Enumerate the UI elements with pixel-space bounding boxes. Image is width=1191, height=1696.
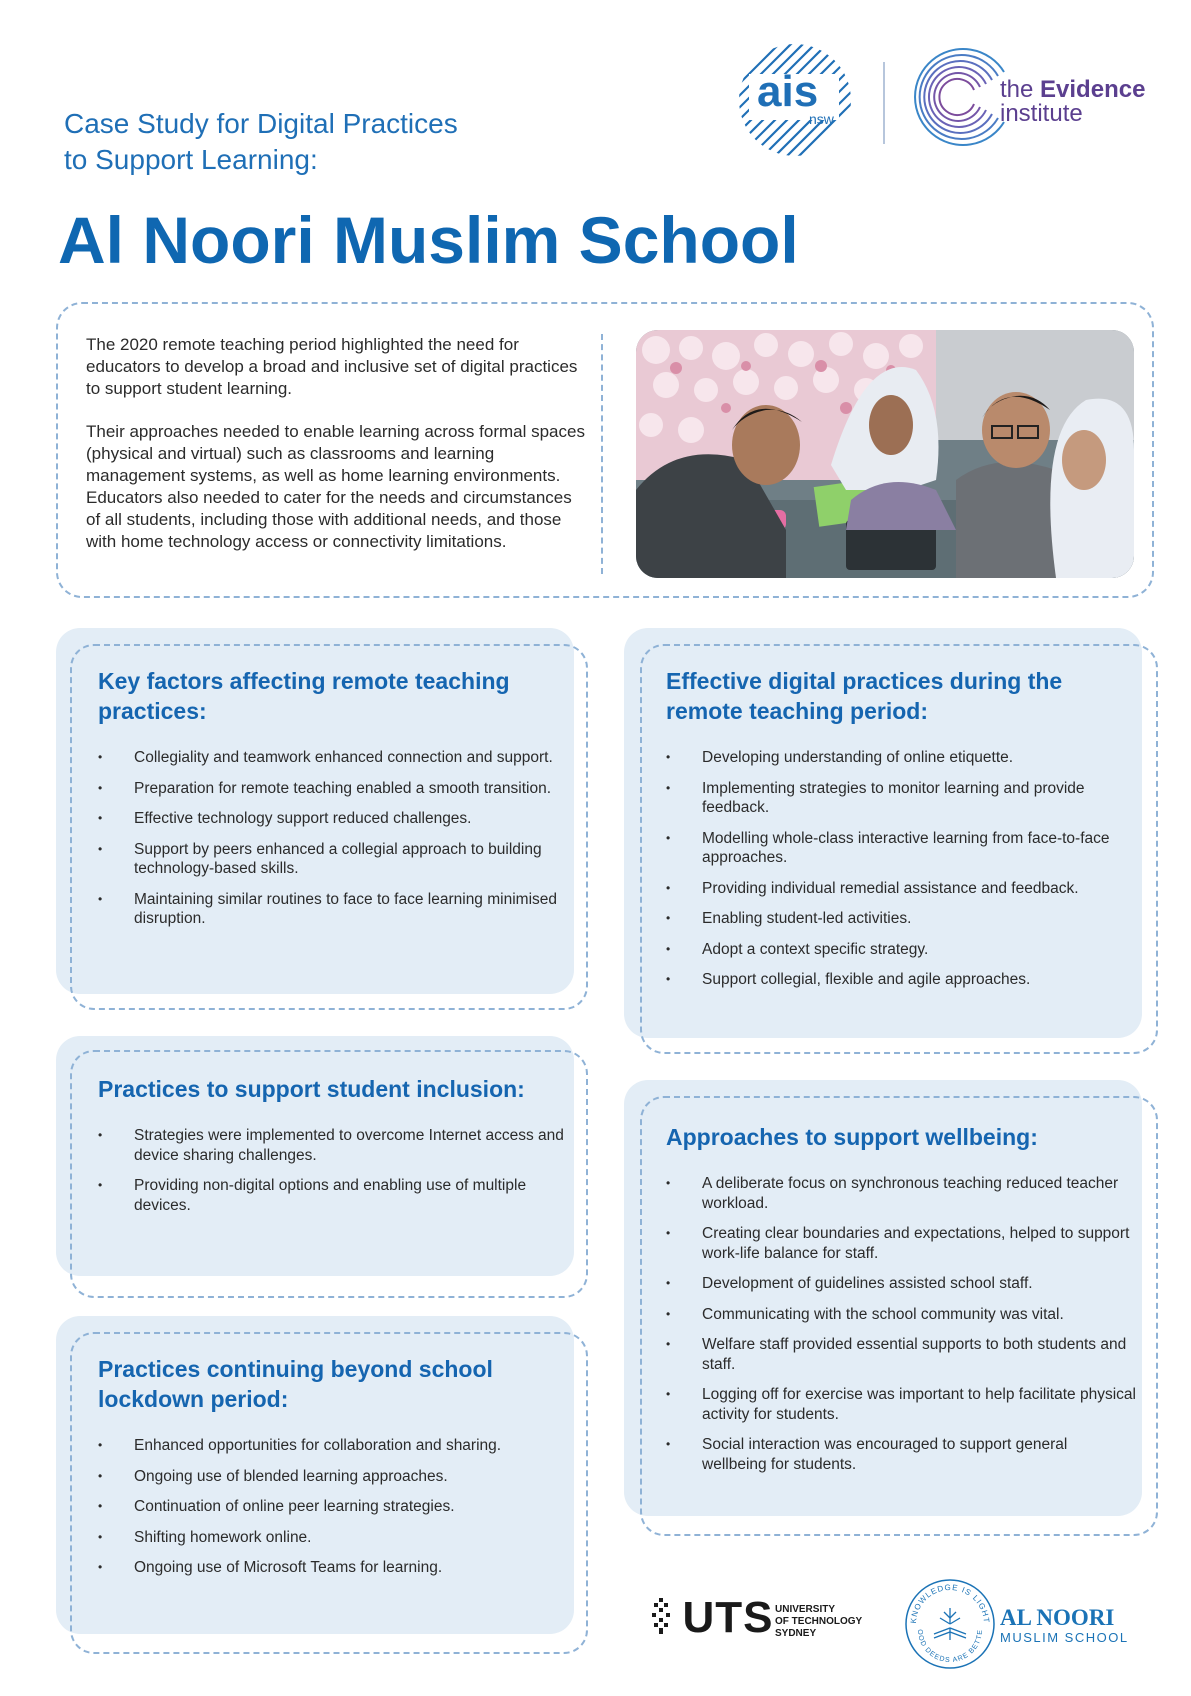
bullet-icon: • — [98, 780, 103, 795]
inclusion-title: Practices to support student inclusion: — [98, 1076, 525, 1102]
bullet-icon: • — [666, 780, 671, 795]
list-item — [98, 779, 568, 799]
bullet-icon: • — [666, 1276, 671, 1290]
list-item — [98, 1528, 568, 1548]
list-item-text: A deliberate focus on synchronous teaching reduced teacher workload. — [702, 1175, 1119, 1212]
list-item — [98, 809, 568, 829]
inclusion-list — [98, 1126, 568, 1215]
list-item-text: Adopt a context specific strategy. — [702, 940, 929, 958]
card-inclusion-content — [98, 1074, 568, 1226]
list-item-text: Creating clear boundaries and expectations, helped to support work-life balance for staff. — [702, 1225, 1130, 1262]
list-item — [666, 779, 1136, 818]
ais-nsw-label: nsw — [809, 111, 834, 127]
list-item — [98, 1176, 568, 1215]
al-noori-seal — [904, 1578, 996, 1670]
list-item-text: Social interaction was encouraged to support general wellbeing for students. — [702, 1436, 1068, 1473]
continuing-title: Practices continuing beyond school lockdown period: — [98, 1356, 493, 1412]
list-item-text: Maintaining similar routines to face to face learning minimised disruption. — [134, 890, 558, 927]
uts-sub-line-2: OF TECHNOLOGY — [775, 1616, 863, 1627]
bullet-icon: • — [98, 1438, 103, 1452]
bullet-icon: • — [666, 1437, 671, 1451]
list-item — [666, 909, 1136, 929]
list-item-text: Preparation for remote teaching enabled a smooth transition. — [134, 779, 552, 797]
list-item-text: Enabling student-led activities. — [702, 910, 912, 927]
logo-divider — [883, 62, 885, 144]
ais-wordmark: ais — [757, 67, 819, 116]
evidence-line-2: institute — [1000, 100, 1083, 127]
list-item — [666, 1305, 1136, 1325]
svg-text:GOOD DEEDS ARE BETTER: OOD DEEDS ARE BETTE — [915, 1628, 985, 1665]
uts-subtitle — [775, 1604, 862, 1640]
key-factors-title: Key factors affecting remote teaching practices: — [98, 668, 510, 724]
al-noori-subname: MUSLIM SCHOOL — [1000, 1630, 1129, 1645]
bullet-icon: • — [666, 972, 671, 986]
list-item-text: Ongoing use of blended learning approaches. — [134, 1467, 448, 1485]
list-item-text: Enhanced opportunities for collaboration and sharing. — [134, 1437, 502, 1454]
list-item — [666, 970, 1136, 990]
bullet-icon: • — [666, 1337, 671, 1351]
ais-nsw-logo — [735, 40, 855, 160]
list-item — [98, 1126, 568, 1165]
students-photo — [636, 330, 1134, 578]
al-noori-seal-icon — [904, 1578, 996, 1670]
bullet-icon: • — [666, 1306, 671, 1321]
bullet-icon: • — [98, 841, 103, 856]
bullet-icon: • — [98, 1560, 103, 1574]
evidence-line-1 — [1000, 78, 1145, 102]
intro-paragraph-2: Their approaches needed to enable learning across formal spaces (physical and virtual) such as classrooms and learning management systems, as well as home learning environments. Educators also needed to cater for the needs and circumstances of all students, including those with additional needs, and those with home technology access or connectivity limitations. — [86, 422, 585, 551]
page-title: Al Noori Muslim School — [58, 203, 799, 277]
uts-sub-line-1: UNIVERSITY — [775, 1604, 836, 1615]
card-key-factors-content — [98, 666, 568, 940]
list-item — [666, 1385, 1136, 1424]
list-item — [98, 840, 568, 879]
intro-divider — [601, 334, 603, 574]
list-item-text: Shifting homework online. — [134, 1528, 312, 1546]
al-noori-name: AL NOORI — [1000, 1605, 1115, 1630]
list-item-text: Collegiality and teamwork enhanced connection and support. — [134, 749, 553, 766]
evidence-institute-wordmark — [1000, 78, 1145, 126]
bullet-icon: • — [98, 891, 103, 906]
effective-practices-list — [666, 748, 1136, 990]
svg-text:KNOWLEDGE IS LIGHT: KNOWLEDGE IS LIGHT — [908, 1582, 992, 1624]
list-item — [666, 940, 1136, 960]
list-item-text: Providing non-digital options and enabling use of multiple devices. — [134, 1177, 527, 1214]
al-noori-wordmark — [1000, 1606, 1129, 1645]
uts-wordmark: UTS — [682, 1593, 774, 1642]
bullet-icon: • — [666, 750, 671, 764]
list-item — [666, 1224, 1136, 1263]
bullet-icon: • — [98, 1529, 103, 1544]
bullet-icon: • — [666, 880, 671, 895]
list-item — [98, 1467, 568, 1487]
list-item — [98, 1497, 568, 1517]
case-study-subtitle — [64, 106, 624, 178]
list-item — [666, 748, 1136, 768]
bullet-icon: • — [98, 1128, 103, 1142]
card-effective-practices-content — [666, 666, 1136, 1001]
bullet-icon: • — [666, 1387, 671, 1401]
list-item — [98, 1558, 568, 1578]
evidence-the: the — [1000, 76, 1041, 103]
list-item-text: Modelling whole-class interactive learning from face-to-face approaches. — [702, 829, 1110, 866]
bullet-icon: • — [666, 1226, 671, 1240]
bullet-icon: • — [98, 1499, 103, 1513]
list-item-text: Developing understanding of online etiquette. — [702, 749, 1014, 766]
subtitle-line-2: to Support Learning: — [64, 144, 318, 175]
list-item-text: Support by peers enhanced a collegial approach to building technology-based skills. — [134, 840, 542, 877]
list-item — [666, 1435, 1136, 1474]
list-item-text: Providing individual remedial assistance and feedback. — [702, 879, 1079, 897]
uts-sub-line-3: SYDNEY — [775, 1628, 817, 1639]
effective-practices-title: Effective digital practices during the remote teaching period: — [666, 668, 1063, 724]
list-item — [666, 1174, 1136, 1213]
list-item-text: Welfare staff provided essential supports to both students and staff. — [702, 1336, 1127, 1373]
subtitle-line-1: Case Study for Digital Practices — [64, 108, 458, 139]
list-item-text: Strategies were implemented to overcome Internet access and device sharing challenges. — [134, 1127, 564, 1164]
key-factors-list — [98, 748, 568, 929]
card-continuing-content — [98, 1354, 568, 1589]
intro-text — [86, 334, 586, 574]
bullet-icon: • — [98, 811, 103, 825]
uts-emblem-icon — [650, 1596, 672, 1636]
list-item-text: Continuation of online peer learning strategies. — [134, 1498, 455, 1515]
intro-paragraph-1: The 2020 remote teaching period highlighted the need for educators to develop a broad and inclusive set of digital practices to support student learning. — [86, 335, 578, 398]
bullet-icon: • — [666, 941, 671, 956]
bullet-icon: • — [98, 750, 103, 764]
wellbeing-list — [666, 1174, 1136, 1474]
bullet-icon: • — [666, 830, 671, 845]
list-item-text: Ongoing use of Microsoft Teams for learning. — [134, 1559, 443, 1576]
continuing-list — [98, 1436, 568, 1578]
bullet-icon: • — [98, 1178, 103, 1192]
list-item-text: Implementing strategies to monitor learning and provide feedback. — [702, 779, 1085, 816]
list-item-text: Support collegial, flexible and agile approaches. — [702, 971, 1031, 988]
list-item-text: Development of guidelines assisted school staff. — [702, 1275, 1033, 1292]
bullet-icon: • — [666, 911, 671, 925]
list-item — [98, 890, 568, 929]
wellbeing-title: Approaches to support wellbeing: — [666, 1124, 1038, 1150]
list-item — [666, 829, 1136, 868]
bullet-icon: • — [98, 1468, 103, 1483]
bullet-icon: • — [666, 1176, 671, 1190]
list-item-text: Communicating with the school community was vital. — [702, 1305, 1064, 1323]
list-item — [666, 1335, 1136, 1374]
list-item — [666, 1274, 1136, 1294]
list-item-text: Logging off for exercise was important to help facilitate physical activity for students. — [702, 1386, 1136, 1423]
evidence-bold-word: Evidence — [1040, 76, 1146, 103]
list-item-text: Effective technology support reduced challenges. — [134, 810, 472, 827]
list-item — [98, 748, 568, 768]
list-item — [98, 1436, 568, 1456]
students-photo-image — [636, 330, 1134, 578]
list-item — [666, 879, 1136, 899]
card-wellbeing-content — [666, 1122, 1136, 1485]
